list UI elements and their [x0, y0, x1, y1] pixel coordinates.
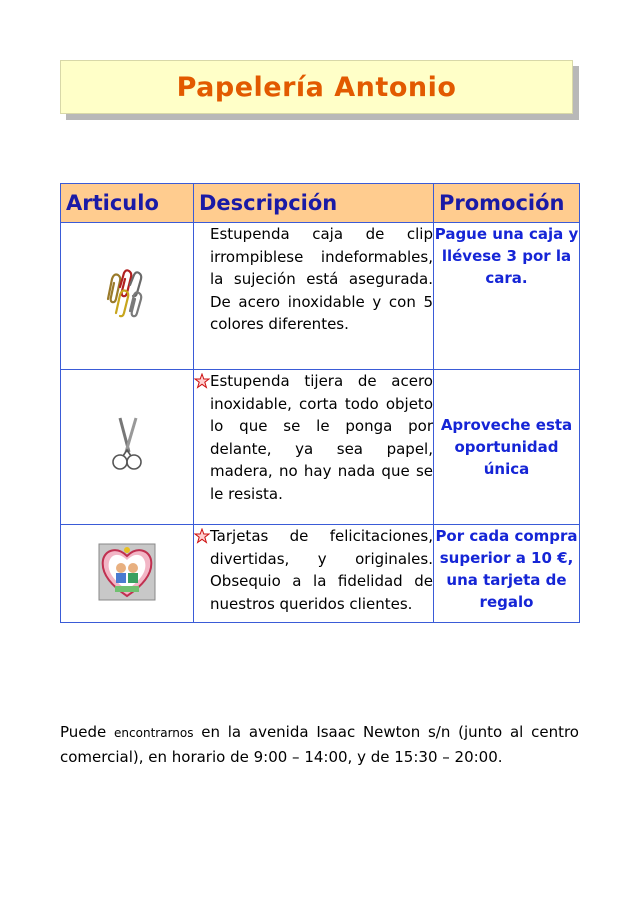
- article-cell: [61, 370, 194, 525]
- description-text: Tarjetas de felicitaciones, divertidas, y originales. Obsequio a la fidelidad de nuestros queridos clientes.: [210, 527, 433, 613]
- promotion-cell: [434, 223, 580, 370]
- scissors-icon: [110, 416, 144, 474]
- description-cell: [194, 525, 434, 623]
- promotion-cell: [434, 370, 580, 525]
- paperclips-icon: [102, 269, 152, 319]
- greeting-card-icon: [97, 542, 157, 602]
- star-bullet-icon: [194, 373, 210, 389]
- header-promocion: Promoción: [434, 184, 580, 223]
- table-header-row: [61, 184, 580, 223]
- title-banner: [60, 60, 573, 114]
- footer-text: [60, 720, 579, 769]
- star-bullet-icon: [194, 528, 210, 544]
- footer-part-1: Puede: [60, 723, 107, 741]
- products-table: [60, 183, 580, 623]
- table-row: [61, 223, 580, 370]
- description-cell: [194, 223, 434, 370]
- promotion-text: Por cada compra superior a 10 €, una tarjeta de regalo: [435, 527, 578, 611]
- description-cell: [194, 370, 434, 525]
- table-row: [61, 370, 580, 525]
- description-text: Estupenda tijera de acero inoxidable, corta todo objeto lo que se le ponga por delante, ya sea papel, madera, no hay nada que se le resista.: [210, 372, 433, 503]
- page-title: Papelería Antonio: [176, 71, 457, 103]
- promotion-text: Aproveche esta oportunidad única: [440, 416, 573, 478]
- footer-part-2: encontrarnos: [114, 726, 194, 740]
- description-text: Estupenda caja de clip irrompiblese indeformables, la sujeción está asegurada. De acero inoxidable y con 5 colores diferentes.: [210, 225, 433, 333]
- header-articulo: Articulo: [61, 184, 194, 223]
- article-cell: [61, 223, 194, 370]
- promotion-text: Pague una caja y llévese 3 por la cara.: [434, 225, 579, 287]
- promotion-cell: [434, 525, 580, 623]
- table-row: [61, 525, 580, 623]
- footer-part-3: en la avenida Isaac Newton s/n (junto al centro comercial), en horario de 9:00 – 14:00, y de 15:30 – 20:00.: [60, 723, 579, 766]
- article-cell: [61, 525, 194, 623]
- header-descripcion: Descripción: [194, 184, 434, 223]
